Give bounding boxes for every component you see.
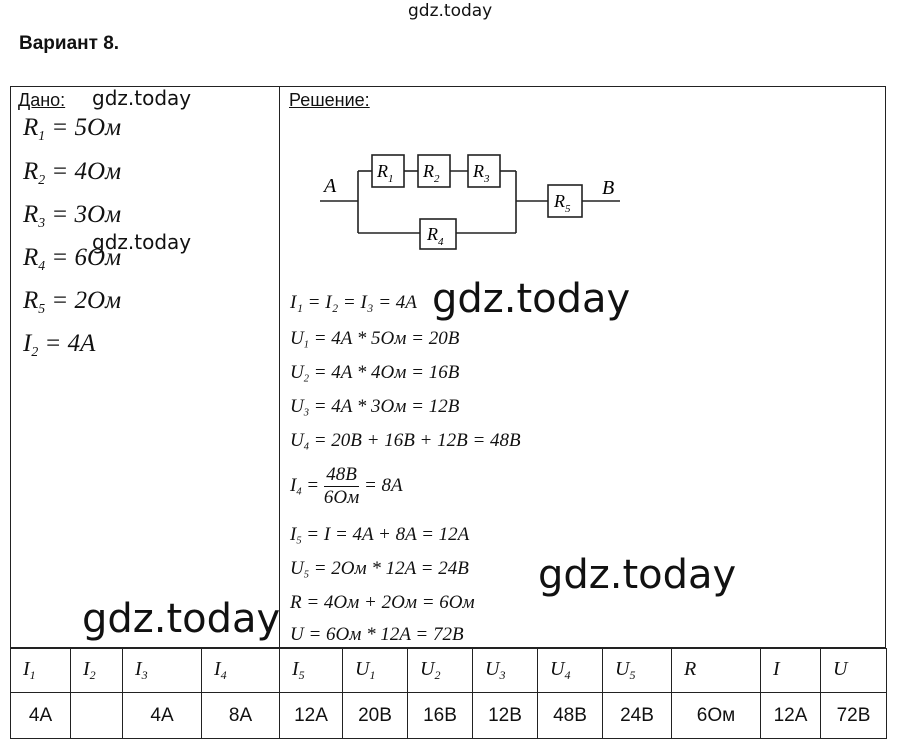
table-header-row — [11, 649, 887, 693]
table-row — [11, 693, 887, 739]
table-header-cell: $I_2$ — [71, 649, 123, 693]
equation-u5: $U_5 = 2Ом * 12A = 24B$ — [290, 558, 469, 581]
table-header-cell: $I_5$ — [280, 649, 343, 693]
given-r1: $R_1 = 5Ом$ — [23, 114, 122, 143]
r1-label: $R_1$ — [377, 161, 394, 185]
r5-label: $R_5$ — [554, 191, 571, 215]
equation-u3: $U_3 = 4A * 3Ом = 12B$ — [290, 396, 460, 419]
results-table — [10, 648, 887, 739]
given-r2: $R_2 = 4Ом$ — [23, 158, 122, 187]
watermark: gdz.today — [538, 552, 737, 598]
table-cell: 48B — [538, 693, 603, 739]
given-i2: $I_2 = 4A$ — [23, 330, 96, 359]
table-cell — [71, 693, 123, 739]
equation-i5: $I_5 = I = 4A + 8A = 12A$ — [290, 524, 470, 547]
fraction: $\frac{48B}{6Ом}$ — [323, 464, 360, 508]
table-cell: 12A — [280, 693, 343, 739]
table-header-cell: $U_4$ — [538, 649, 603, 693]
table-cell: 12A — [761, 693, 821, 739]
table-header-cell: $I_1$ — [11, 649, 71, 693]
equation-u4: $U_4 = 20B + 16B + 12B = 48B$ — [290, 430, 521, 453]
node-a-label: A — [324, 175, 337, 197]
r3-label: $R_3$ — [473, 161, 490, 185]
watermark: gdz.today — [82, 596, 281, 642]
table-cell: 6Ом — [672, 693, 761, 739]
equation-u-total: U = 6Ом * 12A = 72B — [290, 624, 464, 645]
table-header-cell: $U_2$ — [408, 649, 473, 693]
watermark: gdz.today — [92, 230, 192, 254]
watermark: gdz.today — [432, 276, 631, 322]
equation-u2: $U_2 = 4A * 4Ом = 16B$ — [290, 362, 460, 385]
given-r3: $R_3 = 3Ом$ — [23, 201, 122, 230]
r2-label: $R_2$ — [423, 161, 440, 185]
solution-header: Решение: — [289, 90, 370, 110]
circuit-diagram — [310, 145, 630, 260]
table-cell: 24B — [603, 693, 672, 739]
equation-u1: $U_1 = 4A * 5Ом = 20B$ — [290, 328, 460, 351]
table-cell: 8A — [202, 693, 280, 739]
node-b-label: B — [602, 177, 615, 199]
given-header: Дано: — [18, 90, 66, 110]
watermark: gdz.today — [408, 1, 493, 21]
table-cell: 12B — [473, 693, 538, 739]
equation-i4: $I_4$ = $\frac{48B}{6Ом}$ = 8A — [290, 464, 403, 508]
table-header-cell: $U_5$ — [603, 649, 672, 693]
r4-label: $R_4$ — [427, 224, 444, 248]
table-header-cell: $I_3$ — [123, 649, 202, 693]
table-header-cell: R — [672, 649, 761, 693]
watermark: gdz.today — [92, 86, 192, 110]
table-header-cell: $U_1$ — [343, 649, 408, 693]
table-header-cell: $U_3$ — [473, 649, 538, 693]
table-cell: 4A — [123, 693, 202, 739]
table-header-cell: U — [821, 649, 887, 693]
table-header-cell: I — [761, 649, 821, 693]
table-cell: 20B — [343, 693, 408, 739]
given-r5: $R_5 = 2Ом$ — [23, 287, 122, 316]
table-header-cell: $I_4$ — [202, 649, 280, 693]
table-cell: 4A — [11, 693, 71, 739]
equation-currents: I₁ = I₂ = I₃ = 4A — [290, 292, 417, 313]
given-r4: $R_4 = 6Ом$ — [23, 244, 122, 273]
page-title: Вариант 8. — [19, 33, 120, 54]
column-divider — [279, 86, 280, 648]
table-cell: 16B — [408, 693, 473, 739]
table-cell: 72B — [821, 693, 887, 739]
equation-r-total: R = 4Ом + 2Ом = 6Ом — [290, 592, 475, 613]
